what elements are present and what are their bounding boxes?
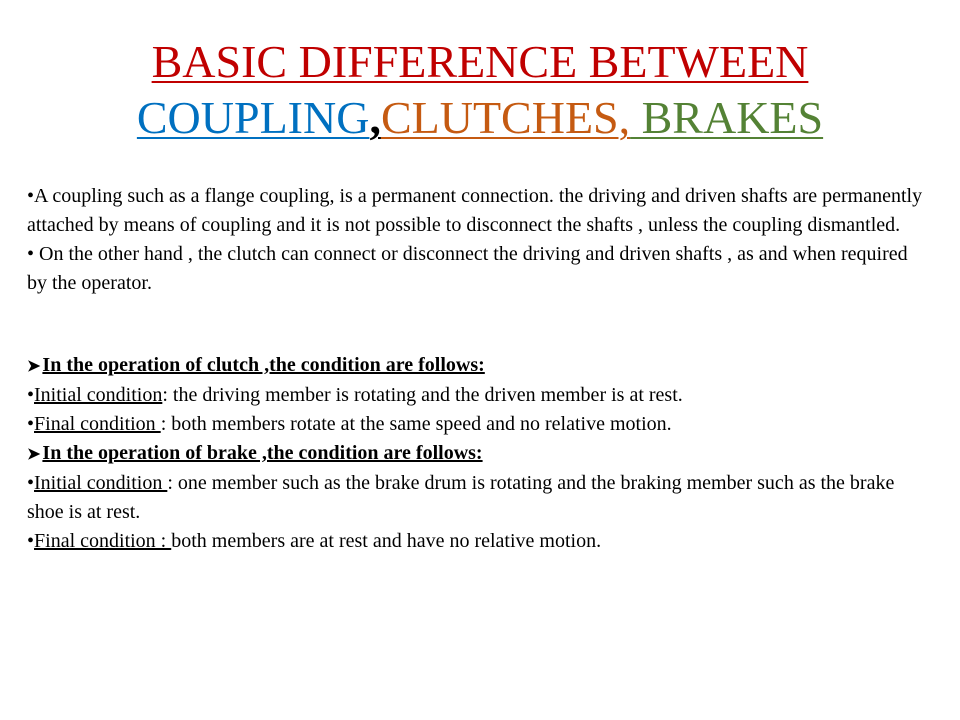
clutch-heading [27,351,927,381]
initial-condition-label: Initial condition [34,472,168,494]
title-line-2 [0,90,960,146]
bullet-prefix: • [27,530,35,552]
initial-condition-label: Initial condition [34,384,163,406]
clutch-heading-text: In the operation of clutch ,the condition are follows: [42,354,485,376]
final-condition-label: Final condition [34,413,161,435]
brake-final-condition [27,527,927,556]
bullet-prefix: • [27,413,35,435]
initial-condition-text: : one member such as the brake drum is rotating and the braking member such as the brake shoe is at rest. [27,472,895,523]
arrow-bullet-icon: ➤ [27,358,41,375]
slide-title [0,34,960,146]
clutch-paragraph: • On the other hand , the clutch can connect or disconnect the driving and driven shafts , as and when required by the operator. [27,243,908,294]
title-brakes: BRAKES [630,92,824,143]
final-condition-label: Final condition : [34,530,172,552]
clutch-initial-condition [27,381,927,410]
arrow-bullet-icon: ➤ [27,446,41,463]
title-coupling: COUPLING [136,92,370,143]
brake-heading [27,439,927,469]
clutch-final-condition [27,410,927,439]
bullet-prefix: • [27,384,35,406]
title-clutches: CLUTCHES, [380,92,631,143]
brake-initial-condition [27,469,927,527]
final-condition-text: : both members rotate at the same speed and no relative motion. [160,413,672,435]
spacer [27,298,927,351]
title-comma: , [369,92,381,143]
coupling-paragraph: •A coupling such as a flange coupling, is a permanent connection. the driving and driven shafts are permanently attached by means of coupling and it is not possible to disconnect the shafts , unless the coupling dismantled. [27,185,923,236]
title-basic-difference: BASIC DIFFERENCE BETWEEN [151,36,809,87]
brake-heading-text: In the operation of brake ,the condition are follows: [42,442,483,464]
bullet-prefix: • [27,472,35,494]
final-condition-text: both members are at rest and have no relative motion. [171,530,602,552]
initial-condition-text: : the driving member is rotating and the driven member is at rest. [162,384,683,406]
title-line-1 [0,34,960,90]
slide-body [27,182,927,556]
